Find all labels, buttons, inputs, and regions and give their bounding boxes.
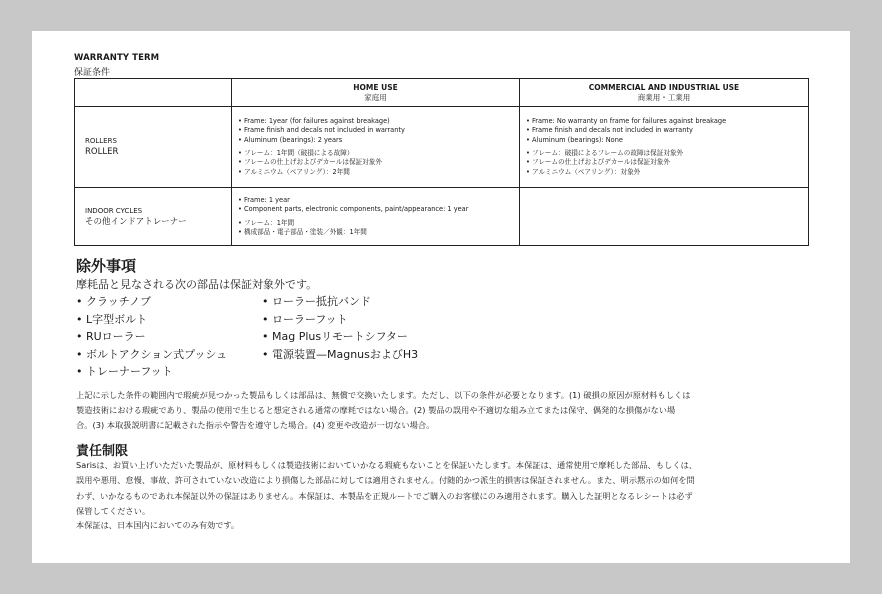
rollers-label: ROLLERS (85, 137, 117, 145)
list-item: • Frame: 1 year (238, 195, 290, 204)
list-item: • Component parts, electronic components, paint/appearance: 1 year (238, 205, 469, 214)
list-item: • Frame finish and decals not included in warranty (238, 126, 405, 135)
paragraph-line: 上記に示した条件の範囲内で瑕疵が見つかった製品もしくは部品は、無償で交換いたします。ただし、以下の条件が必要となります。(1) 破損の原因が原材料もしくは (76, 390, 691, 400)
header-empty-cell (75, 79, 232, 107)
header-home-label: HOME USE (353, 82, 398, 92)
header-commercial-label-jp: 商業用・工業用 (637, 92, 691, 102)
table-row-rollers (75, 107, 809, 188)
list-item: • ボルトアクション式プッシュ (76, 347, 228, 361)
paragraph-line: 誤用や悪用、怠慢、事故、許可されていない改造により損傷した部品に対しては適用されません。付随的かつ派生的損害は保証されません。また、明示黙示の如何を問 (76, 475, 695, 486)
list-item: • L字型ボルト (76, 312, 148, 326)
list-item: • Frame: 1year (for failures against breakage) (238, 116, 390, 125)
list-item: • Frame: No warranty on frame for failures against breakage (526, 116, 727, 125)
list-item: • RUローラー (76, 330, 146, 343)
indoor-label: INDOOR CYCLES (85, 206, 143, 215)
list-item: • Mag Plusリモートシフター (262, 330, 408, 343)
list-item: • クラッチノブ (76, 295, 151, 308)
rollers-label-jp: ROLLER (85, 147, 119, 157)
header-commercial-use (520, 79, 809, 107)
warranty-page (32, 31, 850, 563)
header-home-label-jp: 家庭用 (364, 92, 387, 102)
row-label-rollers (75, 107, 232, 188)
indoor-home-terms (232, 188, 520, 246)
table-header-row (75, 79, 809, 107)
list-item: • 構成部品・電子部品・塗装／外観：1年間 (238, 227, 367, 236)
paragraph-line: Sarisは、お買い上げいただいた製品が、原材料もしくは製造技術においていかなる瑕疵もないことを保証いたします。本保証は、通常使用で摩耗した部品、もしくは、 (76, 460, 698, 470)
territory-note: 本保証は、日本国内においてのみ有効です。 (76, 520, 240, 530)
list-item: • フレーム：破損によるフレームの故障は保証対象外 (526, 149, 684, 157)
header-commercial-label: COMMERCIAL AND INDUSTRIAL USE (588, 82, 740, 92)
list-item: • フレームの仕上げおよびデカールは保証対象外 (526, 158, 670, 167)
paragraph-line: 保管してください。 (76, 506, 151, 517)
liability-paragraph (76, 458, 814, 520)
table-row-indoor-cycles (75, 188, 809, 246)
list-item: • 電源装置—MagnusおよびH3 (262, 347, 419, 361)
list-item: • Aluminum (bearings): 2 years (238, 135, 343, 144)
header-home-use (232, 79, 520, 107)
list-item: • トレーナーフット (76, 365, 173, 378)
list-item: • フレーム：1年間 (238, 218, 295, 227)
paragraph-line: 合。(3) 本取扱説明書に記載された指示や警告を遵守した場合。(4) 変更や改造が一切ない場合。 (76, 420, 435, 430)
row-label-indoor-cycles (75, 188, 232, 246)
indoor-commercial-empty (520, 188, 809, 246)
list-item: • アルミニウム（ベアリング）：2年間 (238, 167, 350, 176)
list-item: • Frame finish and decals not included in warranty (526, 126, 693, 135)
list-item: • フレーム：1年間（破損による故障） (238, 149, 354, 157)
paragraph-line: わず、いかなるものであれ本保証以外の保証はありません。本保証は、本製品を正規ルートでご購入のお客様にのみ適用されます。購入した証明となるレシートは必ず (76, 490, 693, 501)
warranty-subtitle: 保証条件 (74, 68, 111, 78)
paragraph-line: 製造技術における瑕疵であり、製品の使用で生じると想定される通常の摩耗ではない場合。(2) 製品の誤用や不適切な組み立てまたは保守、偶発的な損傷がない場 (76, 405, 676, 415)
exclusions-lead: 摩耗品と見なされる次の部品は保証対象外です。 (76, 278, 318, 291)
warranty-title: WARRANTY TERM (74, 53, 160, 63)
liability-heading: 責任制限 (76, 444, 129, 459)
rollers-home-terms (232, 107, 520, 188)
list-item: • アルミニウム（ベアリング）：対象外 (526, 167, 641, 176)
exclusions-paragraph (76, 388, 814, 433)
list-item: • フレームの仕上げおよびデカールは保証対象外 (238, 158, 382, 167)
exclusions-heading: 除外事項 (76, 257, 137, 275)
list-item: • Aluminum (bearings): None (526, 135, 623, 144)
warranty-table (74, 78, 809, 246)
rollers-commercial-terms (520, 107, 809, 188)
list-item: • ローラー抵抗バンド (262, 295, 371, 308)
indoor-label-jp: その他インドアトレーナー (85, 216, 187, 227)
list-item: • ローラーフット (262, 312, 348, 326)
